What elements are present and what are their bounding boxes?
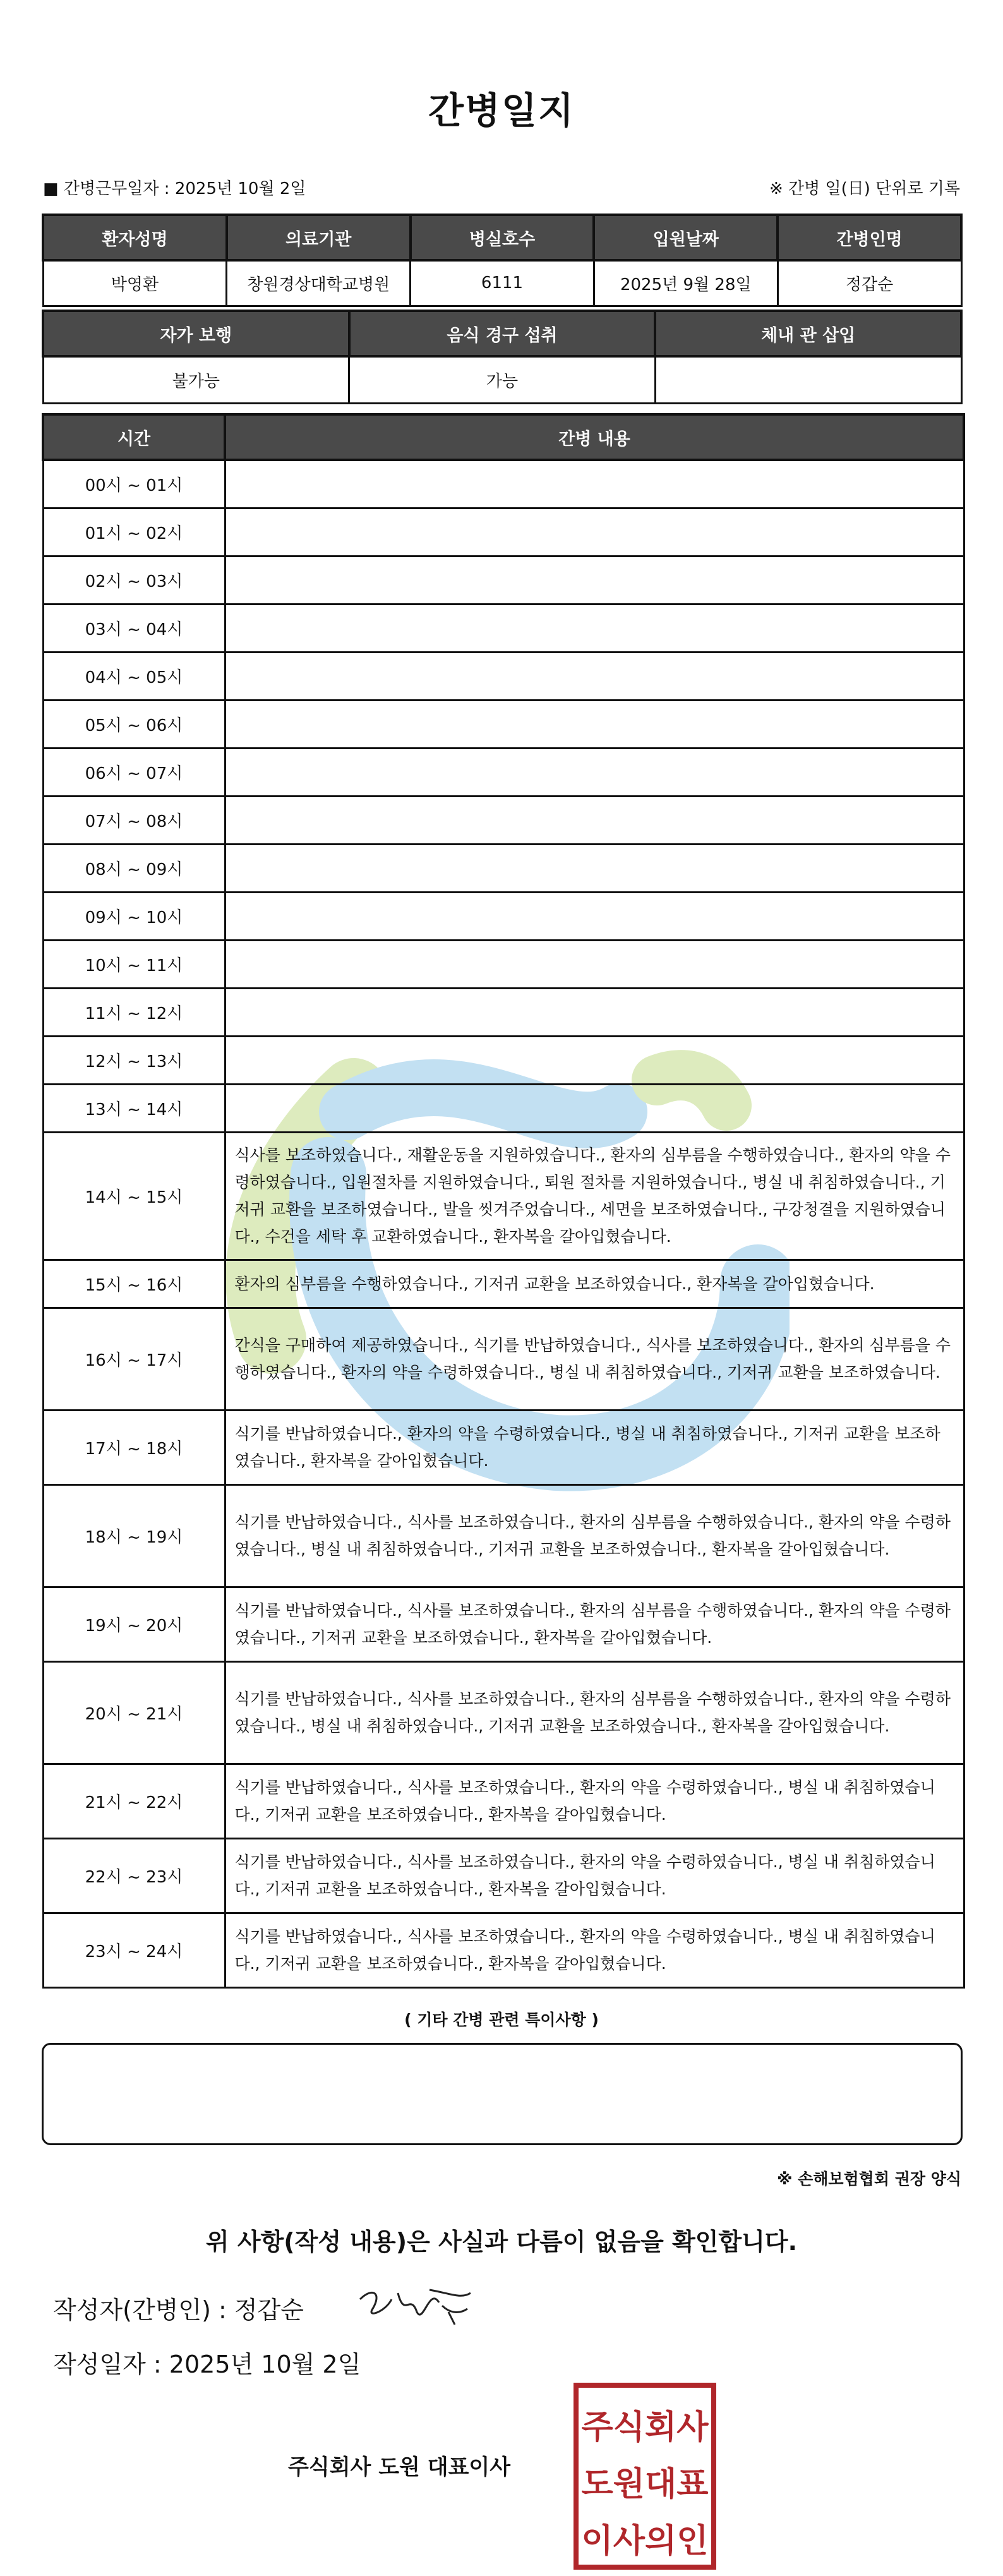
care-log-row [43, 988, 964, 1036]
form-source-note: ※ 손해보험협회 권장 양식 [777, 2170, 961, 2188]
care-log-row [43, 1084, 964, 1132]
care-log-content [225, 892, 964, 940]
admission-date: 2025년 9월 28일 [594, 260, 778, 306]
care-log-content: 식기를 반납하였습니다., 식사를 보조하였습니다., 환자의 심부름을 수행하였습니다., 환자의 약을 수령하였습니다., 병실 내 취침하였습니다., 기저귀 교환을 보조하였습니다., 환자복을 갈아입혔습니다. [225, 1484, 964, 1587]
care-log-time: 18시 ~ 19시 [43, 1484, 225, 1587]
care-log-time: 14시 ~ 15시 [43, 1132, 225, 1260]
record-unit-note: ※ 간병 일(日) 단위로 기록 [769, 179, 960, 198]
care-log-time: 22시 ~ 23시 [43, 1838, 225, 1913]
header-admission-date: 입원날짜 [594, 215, 778, 260]
care-log-row [43, 1036, 964, 1084]
care-log-time: 02시 ~ 03시 [43, 556, 225, 604]
care-log-content [225, 556, 964, 604]
caregiver-name: 정갑순 [778, 260, 961, 306]
walking-status: 불가능 [43, 356, 349, 403]
header-tube-insertion: 체내 관 삽입 [655, 311, 961, 356]
care-log-time: 05시 ~ 06시 [43, 700, 225, 748]
care-log-row [43, 508, 964, 556]
header-time: 시간 [43, 414, 225, 460]
header-hospital: 의료기관 [227, 215, 411, 260]
header-care-content: 간병 내용 [225, 414, 964, 460]
care-log-row [43, 1764, 964, 1838]
care-log-body [43, 460, 964, 1987]
writer-line: 작성자(간병인) : 정갑순 [53, 2296, 304, 2324]
patient-status-table [42, 310, 963, 404]
care-log-row [43, 460, 964, 508]
care-log-row [43, 604, 964, 652]
special-notes-box [42, 2043, 963, 2145]
patient-info-table [42, 214, 963, 307]
care-log-time: 10시 ~ 11시 [43, 940, 225, 988]
care-log-row [43, 1132, 964, 1260]
care-log-content [225, 604, 964, 652]
page-title: 간병일지 [428, 89, 575, 132]
care-log-content [225, 1084, 964, 1132]
care-log-row [43, 652, 964, 700]
care-log-content [225, 460, 964, 508]
care-log-time: 01시 ~ 02시 [43, 508, 225, 556]
care-log-time: 15시 ~ 16시 [43, 1260, 225, 1308]
care-log-time: 19시 ~ 20시 [43, 1587, 225, 1661]
tube-insertion-status [655, 356, 961, 403]
care-log-content: 간식을 구매하여 제공하였습니다., 식기를 반납하였습니다., 식사를 보조하였습니다., 환자의 심부름을 수행하였습니다., 환자의 약을 수령하였습니다., 병실 내 취침하였습니다., 기저귀 교환을 보조하였습니다. [225, 1308, 964, 1410]
care-log-content: 식기를 반납하였습니다., 식사를 보조하였습니다., 환자의 약을 수령하였습니다., 병실 내 취침하였습니다., 기저귀 교환을 보조하였습니다., 환자복을 갈아입혔습니다. [225, 1838, 964, 1913]
care-log-content [225, 748, 964, 796]
care-log-time: 23시 ~ 24시 [43, 1913, 225, 1987]
oral-intake-status: 가능 [349, 356, 656, 403]
confirmation-statement: 위 사항(작성 내용)은 사실과 다름이 없음을 확인합니다. [205, 2228, 798, 2256]
care-log-row [43, 796, 964, 844]
care-log-time: 06시 ~ 07시 [43, 748, 225, 796]
special-notes-title: ( 기타 간병 관련 특이사항 ) [404, 2011, 599, 2029]
svg-text:도원대표: 도원대표 [581, 2465, 709, 2503]
care-log-time: 16시 ~ 17시 [43, 1308, 225, 1410]
care-date-label: ■ 간병근무일자 : 2025년 10월 2일 [43, 179, 306, 198]
svg-text:주식회사: 주식회사 [581, 2409, 709, 2447]
company-representative: 주식회사 도원 대표이사 [288, 2455, 511, 2480]
care-log-row [43, 1410, 964, 1484]
care-log-row [43, 1308, 964, 1410]
company-seal-icon [572, 2381, 718, 2571]
care-log-time: 12시 ~ 13시 [43, 1036, 225, 1084]
care-log-row [43, 844, 964, 892]
care-log-time: 09시 ~ 10시 [43, 892, 225, 940]
svg-text:이사의인: 이사의인 [581, 2522, 709, 2560]
care-log-time: 03시 ~ 04시 [43, 604, 225, 652]
header-patient-name: 환자성명 [43, 215, 227, 260]
care-log-row [43, 940, 964, 988]
care-log-content [225, 844, 964, 892]
care-log-content: 식사를 보조하였습니다., 재활운동을 지원하였습니다., 환자의 심부름을 수행하였습니다., 환자의 약을 수령하였습니다., 입원절차를 지원하였습니다., 퇴원 절차를 지원하였습니다., 병실 내 취침하였습니다., 기저귀 교환을 보조하였습니다., 발을 씻겨주었습니다., 세면을 보조하였습니다., 구강청결을 지원하였습니다., 수건을 세탁 후 교환하였습니다., 환자복을 갈아입혔습니다. [225, 1132, 964, 1260]
hospital-name: 창원경상대학교병원 [227, 260, 411, 306]
written-date-line: 작성일자 : 2025년 10월 2일 [53, 2350, 361, 2378]
care-log-time: 17시 ~ 18시 [43, 1410, 225, 1484]
care-log-row [43, 1838, 964, 1913]
care-log-row [43, 1587, 964, 1661]
care-log-content [225, 988, 964, 1036]
care-log-content [225, 1036, 964, 1084]
care-log-content [225, 700, 964, 748]
header-caregiver-name: 간병인명 [778, 215, 961, 260]
care-log-row [43, 1260, 964, 1308]
care-log-content: 식기를 반납하였습니다., 식사를 보조하였습니다., 환자의 약을 수령하였습니다., 병실 내 취침하였습니다., 기저귀 교환을 보조하였습니다., 환자복을 갈아입혔습니다. [225, 1764, 964, 1838]
care-log-row [43, 748, 964, 796]
header-walking: 자가 보행 [43, 311, 349, 356]
care-log-row [43, 1913, 964, 1987]
care-log-content: 환자의 심부름을 수행하였습니다., 기저귀 교환을 보조하였습니다., 환자복을 갈아입혔습니다. [225, 1260, 964, 1308]
care-log-time: 13시 ~ 14시 [43, 1084, 225, 1132]
care-log-row [43, 1484, 964, 1587]
care-log-time: 11시 ~ 12시 [43, 988, 225, 1036]
care-log-row [43, 1661, 964, 1764]
care-log-time: 04시 ~ 05시 [43, 652, 225, 700]
care-log-content: 식기를 반납하였습니다., 식사를 보조하였습니다., 환자의 심부름을 수행하였습니다., 환자의 약을 수령하였습니다., 병실 내 취침하였습니다., 기저귀 교환을 보조하였습니다., 환자복을 갈아입혔습니다. [225, 1661, 964, 1764]
care-log-content: 식기를 반납하였습니다., 식사를 보조하였습니다., 환자의 약을 수령하였습니다., 병실 내 취침하였습니다., 기저귀 교환을 보조하였습니다., 환자복을 갈아입혔습니다. [225, 1913, 964, 1987]
care-log-row [43, 892, 964, 940]
care-log-time: 07시 ~ 08시 [43, 796, 225, 844]
care-log-content [225, 796, 964, 844]
header-room-number: 병실호수 [411, 215, 594, 260]
care-log-time: 20시 ~ 21시 [43, 1661, 225, 1764]
header-oral-intake: 음식 경구 섭취 [349, 311, 656, 356]
care-log-content [225, 652, 964, 700]
handwritten-signature-icon [354, 2274, 480, 2331]
care-log-content [225, 940, 964, 988]
care-log-table [42, 413, 965, 1989]
patient-name: 박영환 [43, 260, 227, 306]
care-log-row [43, 556, 964, 604]
care-log-time: 00시 ~ 01시 [43, 460, 225, 508]
room-number: 6111 [411, 260, 594, 306]
care-log-time: 08시 ~ 09시 [43, 844, 225, 892]
care-log-content: 식기를 반납하였습니다., 환자의 약을 수령하였습니다., 병실 내 취침하였습니다., 기저귀 교환을 보조하였습니다., 환자복을 갈아입혔습니다. [225, 1410, 964, 1484]
care-log-content [225, 508, 964, 556]
care-log-time: 21시 ~ 22시 [43, 1764, 225, 1838]
care-log-content: 식기를 반납하였습니다., 식사를 보조하였습니다., 환자의 심부름을 수행하였습니다., 환자의 약을 수령하였습니다., 기저귀 교환을 보조하였습니다., 환자복을 갈아입혔습니다. [225, 1587, 964, 1661]
care-log-row [43, 700, 964, 748]
